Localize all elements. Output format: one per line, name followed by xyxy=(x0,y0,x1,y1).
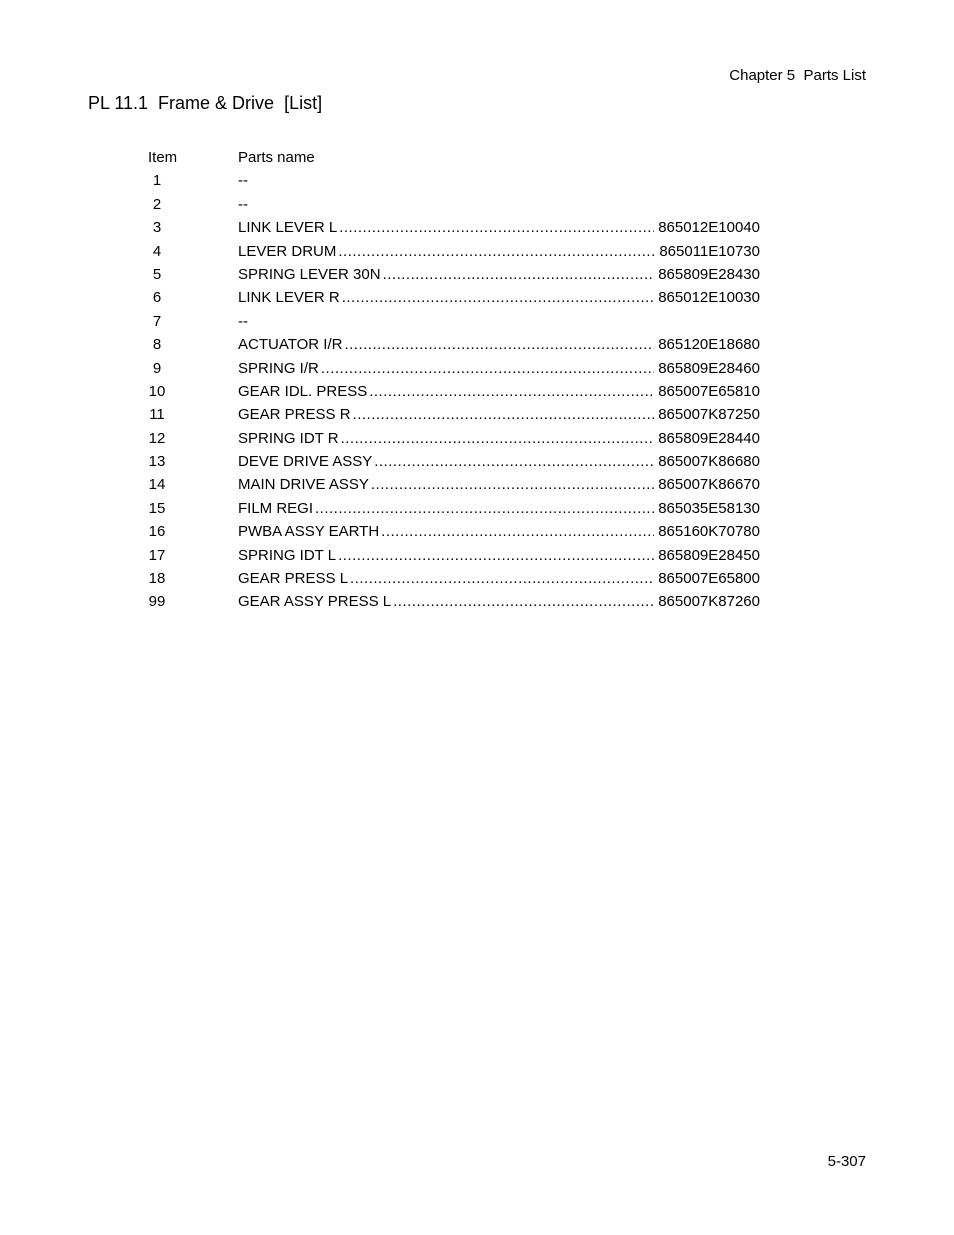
part-name: -- xyxy=(238,172,248,190)
dot-leader xyxy=(381,520,654,543)
part-number: 865007E65800 xyxy=(658,570,760,588)
dot-leader xyxy=(344,333,654,356)
table-row xyxy=(140,169,760,192)
table-row xyxy=(140,286,760,309)
table-row xyxy=(140,520,760,543)
part-name: MAIN DRIVE ASSY xyxy=(238,476,369,494)
table-body xyxy=(140,169,760,613)
item-number: 99 xyxy=(148,593,166,611)
part-number: 865035E58130 xyxy=(658,499,760,517)
part-entry xyxy=(238,216,760,239)
item-number: 2 xyxy=(152,195,162,213)
item-number: 15 xyxy=(148,499,166,517)
dot-leader xyxy=(338,544,654,567)
parts-table xyxy=(140,146,760,614)
column-header-parts-name-label: Parts name xyxy=(238,149,315,166)
part-entry xyxy=(238,240,760,263)
part-entry xyxy=(238,497,760,520)
part-name: GEAR ASSY PRESS L xyxy=(238,593,392,611)
part-entry xyxy=(238,403,760,426)
table-row xyxy=(140,473,760,496)
part-entry xyxy=(238,333,760,356)
table-row xyxy=(140,193,760,216)
part-name: SPRING I/R xyxy=(238,359,319,377)
part-entry xyxy=(238,169,760,192)
table-row xyxy=(140,427,760,450)
item-number: 3 xyxy=(152,219,162,237)
dot-leader xyxy=(383,263,655,286)
part-number: 865809E28440 xyxy=(658,429,760,447)
part-number: 865809E28450 xyxy=(658,546,760,564)
part-name: LINK LEVER R xyxy=(238,289,340,307)
part-name: SPRING IDT R xyxy=(238,429,339,447)
item-number: 1 xyxy=(152,172,162,190)
part-name: -- xyxy=(238,195,248,213)
part-entry xyxy=(238,427,760,450)
dot-leader xyxy=(338,240,655,263)
part-name: GEAR PRESS L xyxy=(238,570,349,588)
part-entry xyxy=(238,520,760,543)
column-header-item: Item xyxy=(148,149,178,166)
part-name: PWBA ASSY EARTH xyxy=(238,523,380,541)
dot-leader xyxy=(342,286,655,309)
part-number: 865007K86680 xyxy=(658,453,760,471)
part-name: SPRING LEVER 30N xyxy=(238,265,381,283)
part-entry xyxy=(238,193,760,216)
dot-leader xyxy=(374,450,654,473)
part-name: FILM REGI xyxy=(238,499,314,517)
table-row xyxy=(140,590,760,613)
part-name: GEAR IDL. PRESS xyxy=(238,382,368,400)
chapter-header: Chapter 5 Parts List xyxy=(729,67,866,84)
part-entry xyxy=(238,263,760,286)
item-number: 14 xyxy=(148,476,166,494)
part-number: 865809E28460 xyxy=(658,359,760,377)
part-name: -- xyxy=(238,312,248,330)
table-row xyxy=(140,310,760,333)
item-number: 12 xyxy=(148,429,166,447)
page-title: PL 11.1 Frame & Drive [List] xyxy=(88,93,323,113)
table-row xyxy=(140,380,760,403)
part-number: 865809E28430 xyxy=(658,265,760,283)
page-number: 5-307 xyxy=(827,1153,866,1170)
table-row xyxy=(140,403,760,426)
item-number: 8 xyxy=(152,336,162,354)
table-header-row xyxy=(140,146,760,169)
part-name: LINK LEVER L xyxy=(238,219,338,237)
part-name: GEAR PRESS R xyxy=(238,406,351,424)
part-name: ACTUATOR I/R xyxy=(238,336,343,354)
dot-leader xyxy=(315,497,654,520)
item-number: 5 xyxy=(152,265,162,283)
column-header-parts-name xyxy=(238,146,760,169)
item-number: 18 xyxy=(148,570,166,588)
item-number: 9 xyxy=(152,359,162,377)
table-row xyxy=(140,567,760,590)
part-number: 865007K87260 xyxy=(658,593,760,611)
item-number: 17 xyxy=(148,546,166,564)
part-number: 865120E18680 xyxy=(658,336,760,354)
part-entry xyxy=(238,357,760,380)
item-number: 11 xyxy=(149,406,165,424)
part-entry xyxy=(238,544,760,567)
part-entry xyxy=(238,310,760,333)
part-entry xyxy=(238,567,760,590)
part-number: 865007E65810 xyxy=(658,382,760,400)
dot-leader xyxy=(339,216,654,239)
dot-leader xyxy=(369,380,654,403)
dot-leader xyxy=(371,473,654,496)
part-number: 865012E10030 xyxy=(658,289,760,307)
table-row xyxy=(140,497,760,520)
dot-leader xyxy=(321,357,654,380)
table-row xyxy=(140,333,760,356)
dot-leader xyxy=(393,590,654,613)
item-number: 16 xyxy=(148,523,166,541)
part-entry xyxy=(238,473,760,496)
part-entry xyxy=(238,380,760,403)
part-number: 865007K87250 xyxy=(658,406,760,424)
part-entry xyxy=(238,450,760,473)
dot-leader xyxy=(350,567,654,590)
table-row xyxy=(140,240,760,263)
item-number: 7 xyxy=(152,312,162,330)
item-number: 4 xyxy=(152,242,162,260)
item-number: 10 xyxy=(148,382,166,400)
part-number: 865012E10040 xyxy=(658,219,760,237)
table-row xyxy=(140,357,760,380)
part-name: SPRING IDT L xyxy=(238,546,337,564)
dot-leader xyxy=(341,427,655,450)
part-number: 865011E10730 xyxy=(659,242,760,260)
item-number: 6 xyxy=(152,289,162,307)
part-name: DEVE DRIVE ASSY xyxy=(238,453,373,471)
table-row xyxy=(140,544,760,567)
dot-leader xyxy=(353,403,655,426)
part-number: 865160K70780 xyxy=(658,523,760,541)
table-row xyxy=(140,216,760,239)
part-entry xyxy=(238,286,760,309)
item-number: 13 xyxy=(148,453,166,471)
table-row xyxy=(140,263,760,286)
part-entry xyxy=(238,590,760,613)
part-name: LEVER DRUM xyxy=(238,242,337,260)
part-number: 865007K86670 xyxy=(658,476,760,494)
table-row xyxy=(140,450,760,473)
